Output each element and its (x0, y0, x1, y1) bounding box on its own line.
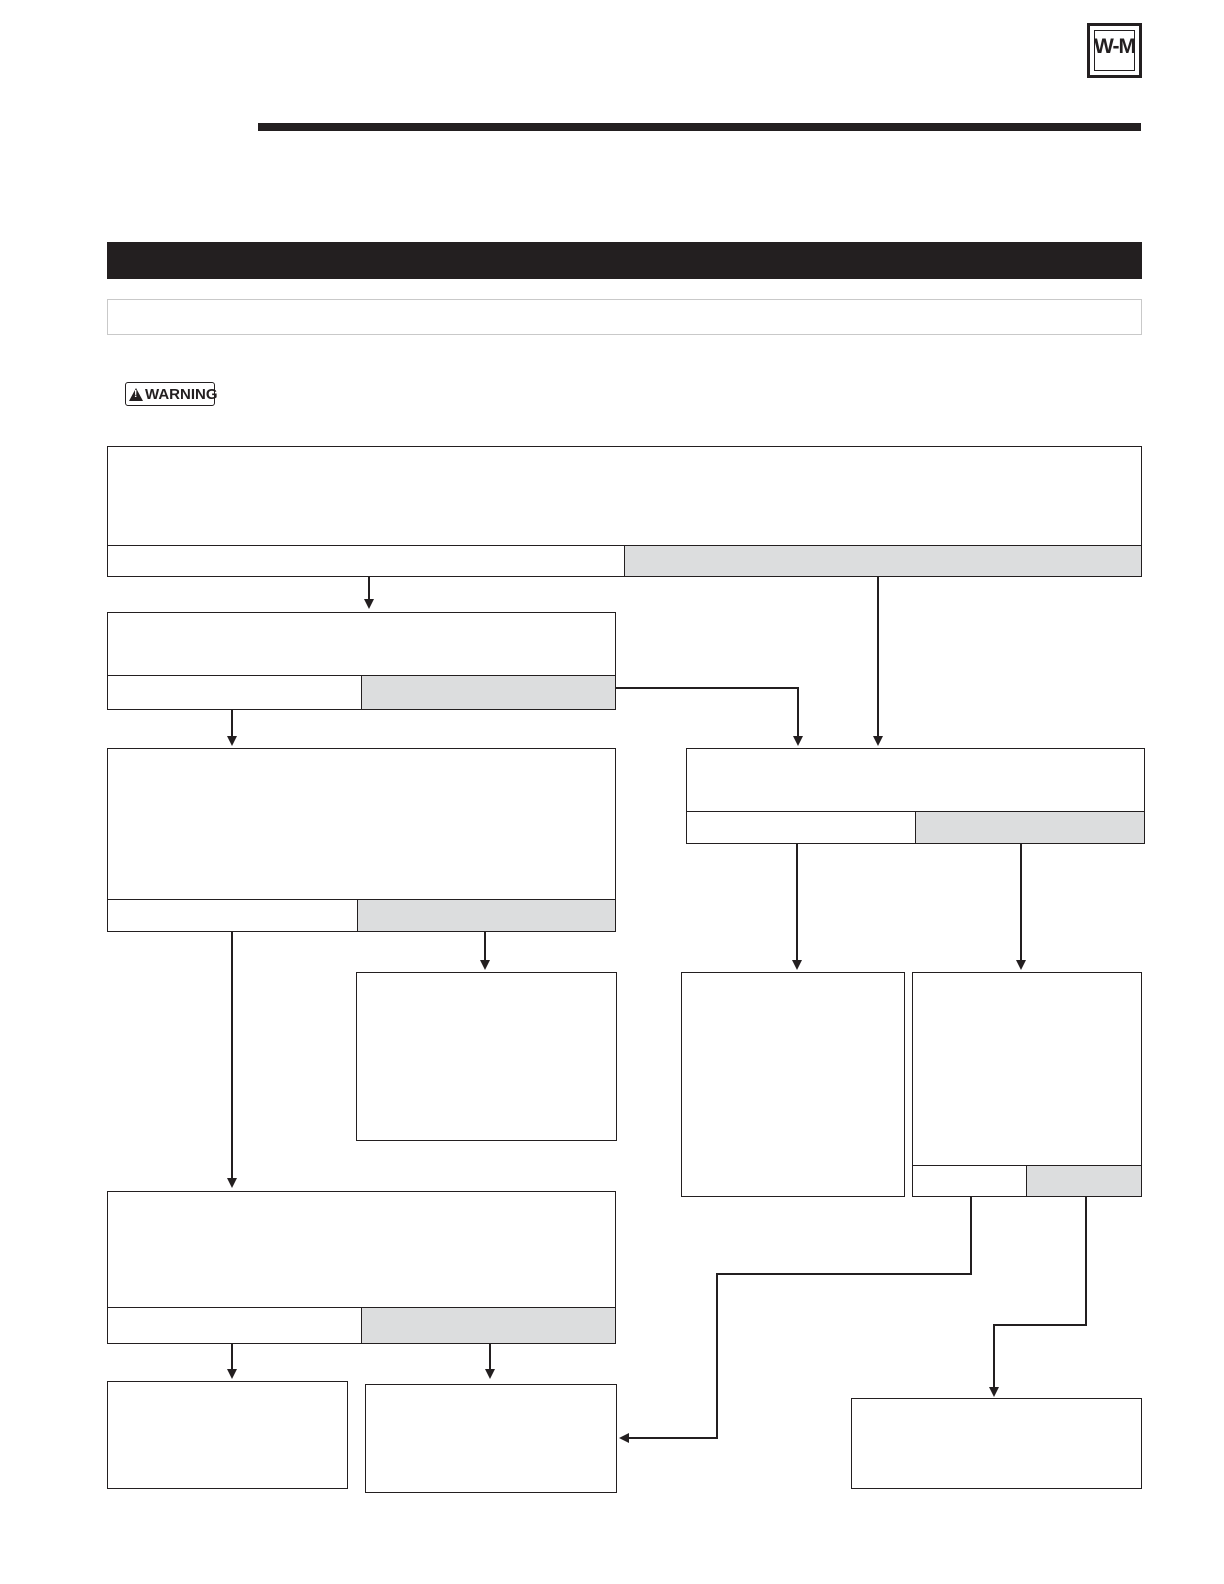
flow-box-right-result-b (912, 972, 1142, 1166)
answer-check-2-no (357, 899, 616, 932)
flow-box-right-result-a (681, 972, 905, 1197)
answer-check-2-yes (107, 899, 358, 932)
answer-check-1-yes (107, 675, 362, 710)
flow-box-result-bottom-mid (365, 1384, 617, 1493)
answer-check-1-no (361, 675, 616, 710)
flow-box-mid-result (356, 972, 617, 1141)
answer-right-result-b-no (1026, 1165, 1142, 1197)
flow-box-result-bottom-left (107, 1381, 348, 1489)
flow-box-top (107, 446, 1142, 546)
answer-bottom-check-yes (107, 1307, 362, 1344)
answer-right-check-yes (686, 811, 916, 844)
flow-box-bottom-check (107, 1191, 616, 1308)
answer-top-yes (107, 545, 625, 577)
answer-bottom-check-no (361, 1307, 616, 1344)
answer-right-result-b-yes (912, 1165, 1027, 1197)
warning-label: WARNING (145, 385, 218, 403)
answer-top-no (624, 545, 1142, 577)
flow-box-right-check (686, 748, 1145, 812)
logo-text: W-M (1094, 35, 1135, 58)
flow-box-check-2 (107, 748, 616, 900)
flow-box-check-1 (107, 612, 616, 676)
arrow-result-b-no-to-result-right (994, 1197, 1086, 1395)
arrow-check-1-no-to-right-check (616, 688, 798, 744)
answer-right-check-no (915, 811, 1145, 844)
flow-box-result-bottom-right (851, 1398, 1142, 1489)
